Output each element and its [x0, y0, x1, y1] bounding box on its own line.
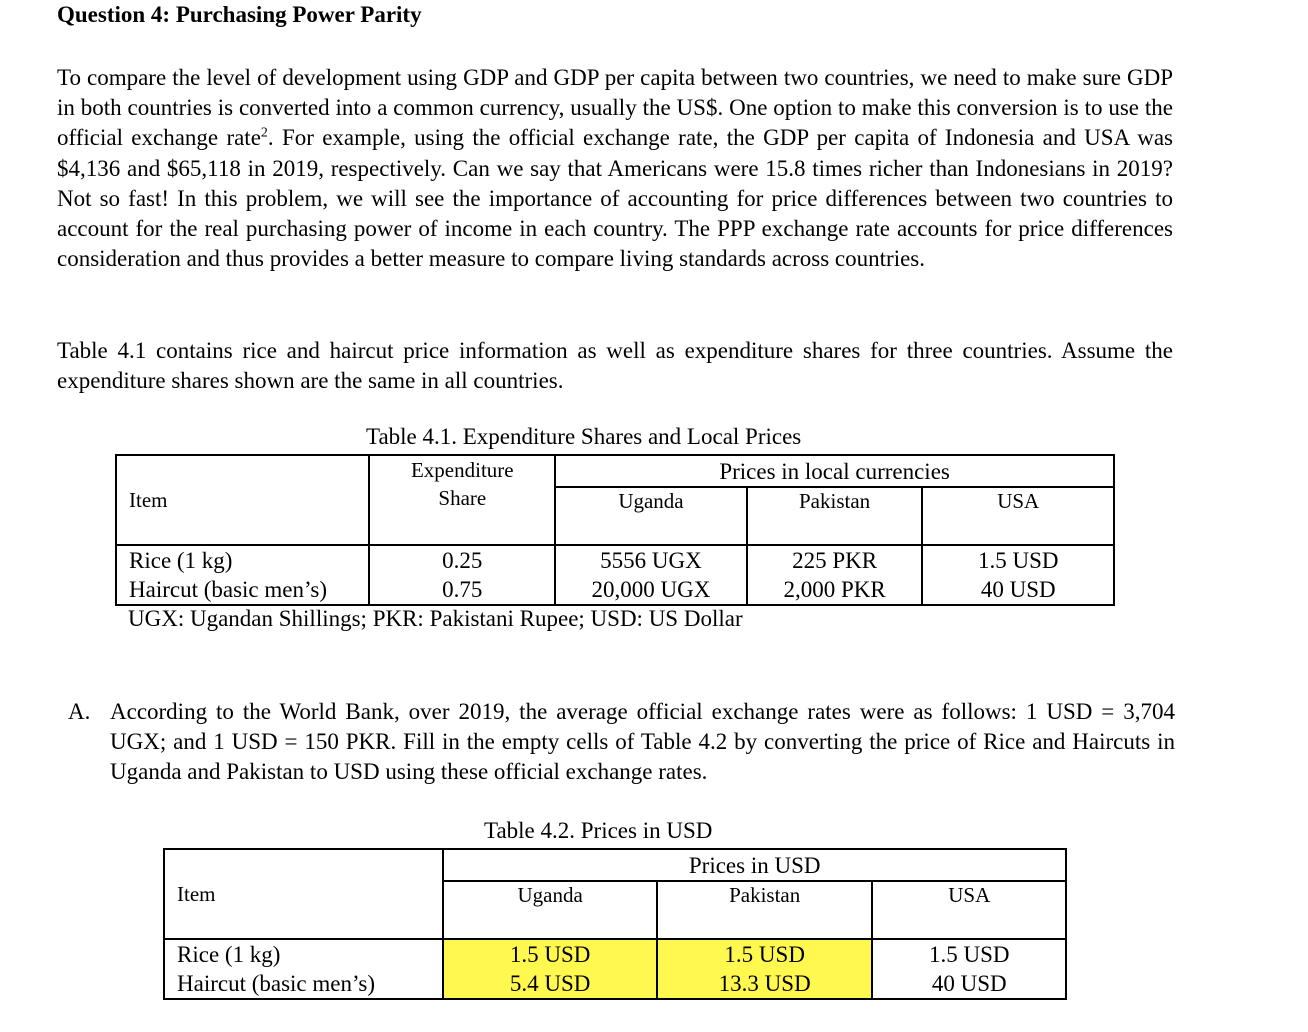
- table1-header-uganda: Uganda: [555, 487, 747, 545]
- table2-row2-usa: 40 USD: [872, 969, 1066, 999]
- table2-row2-item: Haircut (basic men’s): [164, 969, 443, 999]
- table2-header-uganda: Uganda: [443, 881, 657, 939]
- table1-header-item: Item: [116, 455, 369, 545]
- table-row: [164, 969, 1066, 999]
- table2-row2-pakistan[interactable]: 13.3 USD: [657, 969, 873, 999]
- table2-row1-item: Rice (1 kg): [164, 939, 443, 969]
- table2-row2-uganda[interactable]: 5.4 USD: [443, 969, 657, 999]
- table-row: [164, 939, 1066, 969]
- table-intro-paragraph: Table 4.1 contains rice and haircut price information as well as expenditure shares for three countries. Assume the expenditure shares shown are the same in all countries.: [57, 338, 1173, 394]
- table2-row1-uganda[interactable]: 1.5 USD: [443, 939, 657, 969]
- table1-row1-item: Rice (1 kg): [116, 545, 369, 575]
- footnote-marker: 2: [260, 125, 268, 141]
- table2-header-pakistan: Pakistan: [657, 881, 873, 939]
- intro-text-part2: . For example, using the official exchange rate, the GDP per capita of Indonesia and USA was $4,136 and $65,118 in 2019, respectively. Can we say that Americans were 15.8 times richer than Indonesians in 2019? Not so fast! In this problem, we will see the importance of accounting for price differences between two countries to account for the real purchasing power of income in each country. The PPP exchange rate accounts for price differences consideration and thus provides a better measure to compare living standards across countries.: [57, 125, 1173, 272]
- table1-header-usa: USA: [922, 487, 1114, 545]
- table1-caption: Table 4.1. Expenditure Shares and Local Prices: [366, 424, 802, 449]
- table1-footnote: UGX: Ugandan Shillings; PKR: Pakistani Rupee; USD: US Dollar: [128, 606, 743, 631]
- table1-header-share: Expenditure Share: [369, 455, 555, 545]
- table1-row2-item: Haircut (basic men’s): [116, 575, 369, 605]
- part-a-label: A.: [68, 699, 91, 724]
- table-row: [116, 575, 1114, 605]
- table1-row2-pakistan: 2,000 PKR: [747, 575, 923, 605]
- table2-header-usa: USA: [872, 881, 1066, 939]
- table1-row1-share: 0.25: [369, 545, 555, 575]
- table1: [115, 454, 1115, 606]
- table-row: [116, 545, 1114, 575]
- table1-row1-uganda: 5556 UGX: [555, 545, 747, 575]
- intro-paragraph: [57, 63, 1173, 274]
- table1-header-pakistan: Pakistan: [747, 487, 923, 545]
- table1-row1-pakistan: 225 PKR: [747, 545, 923, 575]
- table2-header-item: Item: [164, 849, 443, 939]
- table1-row2-uganda: 20,000 UGX: [555, 575, 747, 605]
- table2: [163, 848, 1067, 1000]
- table2-caption: Table 4.2. Prices in USD: [484, 818, 713, 843]
- part-a-text: According to the World Bank, over 2019, the average official exchange rates were as follows: 1 USD = 3,704 UGX; and 1 USD = 150 PKR. Fill in the empty cells of Table 4.2 by converting the price of Rice and Haircuts in Uganda and Pakistan to USD using these official exchange rates.: [110, 699, 1175, 785]
- table1-row2-usa: 40 USD: [922, 575, 1114, 605]
- question-heading: Question 4: Purchasing Power Parity: [57, 2, 422, 27]
- table2-row1-usa: 1.5 USD: [872, 939, 1066, 969]
- intro-text-part1: To compare the level of development using GDP and GDP per capita between two countries, we need to make sure GDP in both countries is converted into a common currency, usually the US$. One option to make this conversion is to use the official exchange rate: [57, 65, 1173, 151]
- table2-header-group: Prices in USD: [443, 849, 1066, 881]
- table1-row2-share: 0.75: [369, 575, 555, 605]
- table2-row1-pakistan[interactable]: 1.5 USD: [657, 939, 873, 969]
- table1-header-group: Prices in local currencies: [555, 455, 1114, 487]
- table1-row1-usa: 1.5 USD: [922, 545, 1114, 575]
